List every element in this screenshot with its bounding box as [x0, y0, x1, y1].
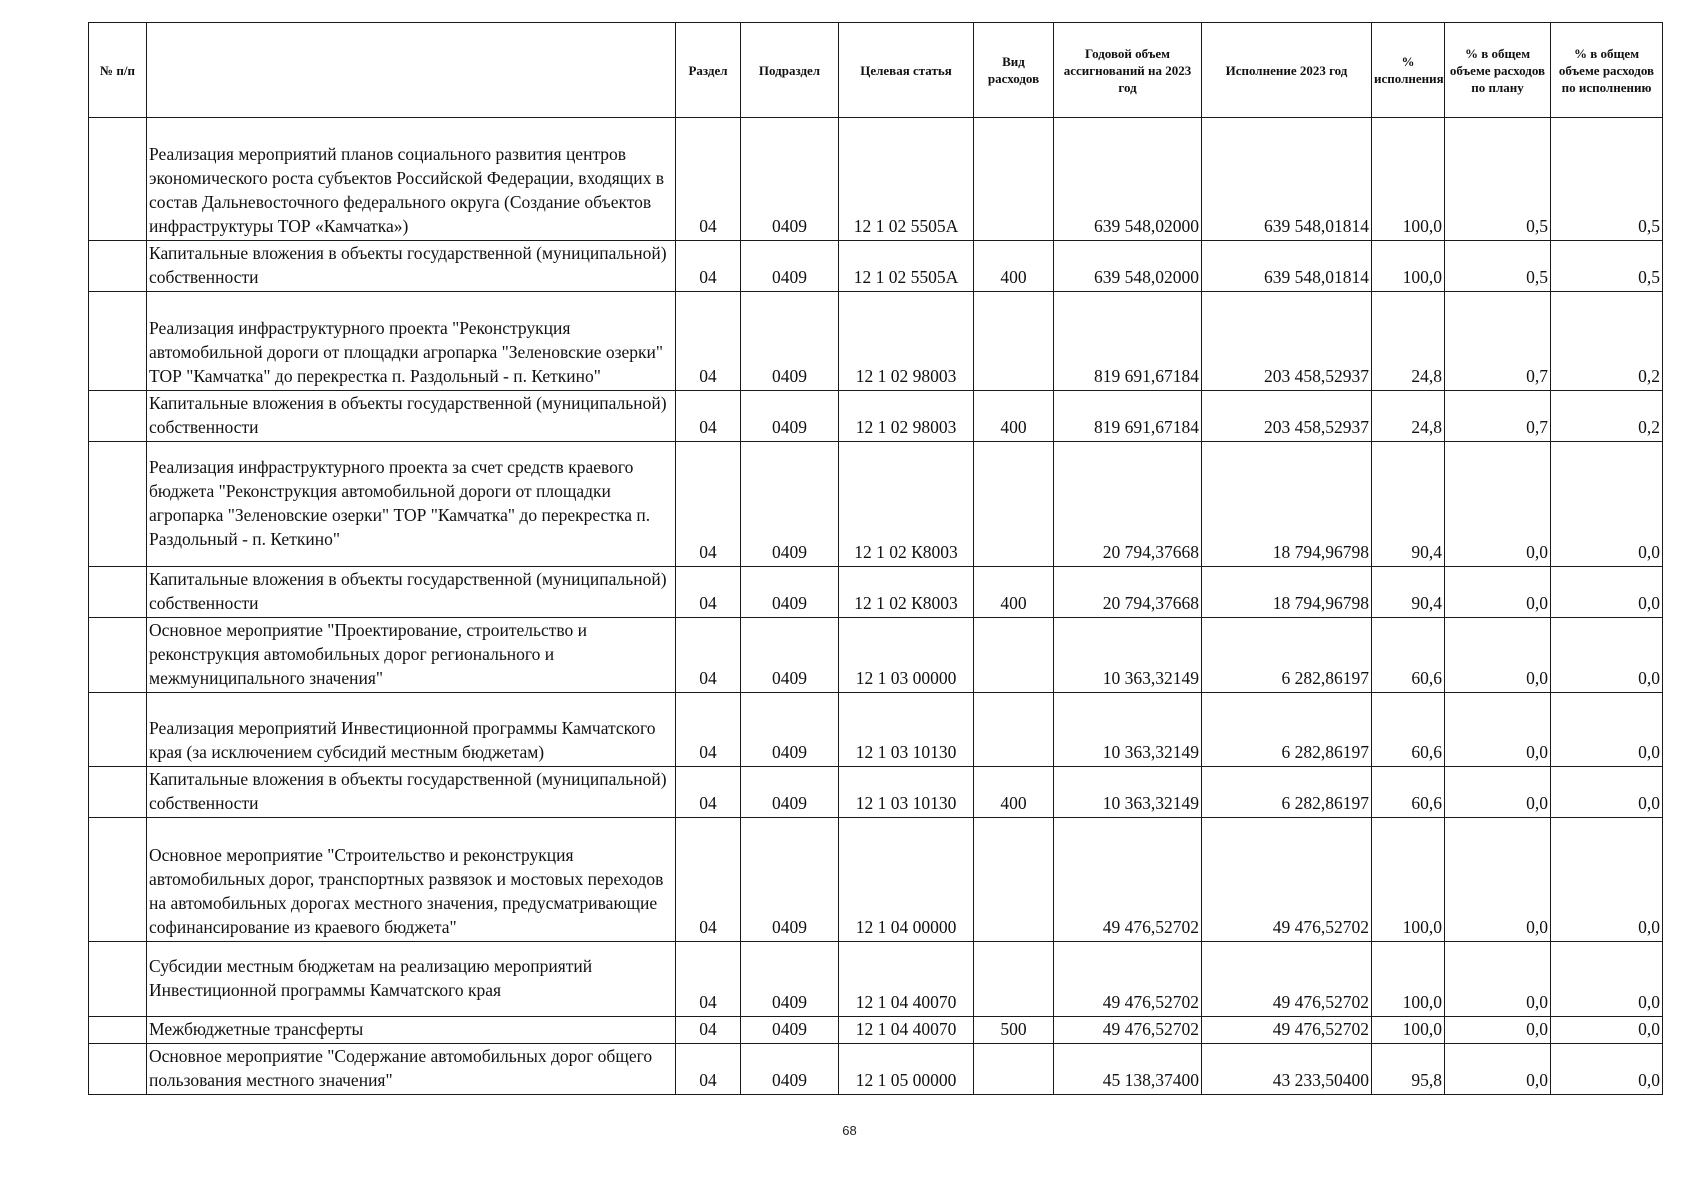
- row-exec: 6 282,86197: [1202, 618, 1372, 693]
- row-target: 12 1 03 10130: [839, 767, 974, 818]
- row-section: 04: [676, 567, 741, 618]
- row-exec: 203 458,52937: [1202, 292, 1372, 391]
- row-section: 04: [676, 118, 741, 241]
- row-subsection: 0409: [741, 292, 839, 391]
- row-num: [89, 567, 147, 618]
- row-exec: 639 548,01814: [1202, 118, 1372, 241]
- row-plan: 10 363,32149: [1054, 618, 1202, 693]
- row-share-exec: 0,5: [1551, 118, 1663, 241]
- row-num: [89, 767, 147, 818]
- row-exec: 18 794,96798: [1202, 567, 1372, 618]
- table-row: [89, 1044, 1663, 1095]
- row-name: Реализация инфраструктурного проекта за счет средств краевого бюджета "Реконструкция автомобильной дороги от площадки агропарка "Зеленовские озерки" ТОР "Камчатка" до перекрестка п. Раздольный - п. Кеткино": [147, 442, 676, 567]
- row-type: 400: [974, 391, 1054, 442]
- row-subsection: 0409: [741, 241, 839, 292]
- header-pct: % исполнения: [1372, 23, 1445, 118]
- header-share-plan: % в общем объеме расходов по плану: [1445, 23, 1551, 118]
- row-target: 12 1 02 98003: [839, 391, 974, 442]
- row-share-plan: 0,0: [1445, 567, 1551, 618]
- row-target: 12 1 02 5505А: [839, 241, 974, 292]
- row-share-plan: 0,0: [1445, 1017, 1551, 1044]
- row-share-plan: 0,0: [1445, 1044, 1551, 1095]
- row-share-exec: 0,2: [1551, 391, 1663, 442]
- row-section: 04: [676, 442, 741, 567]
- header-type: Вид расходов: [974, 23, 1054, 118]
- row-share-plan: 0,0: [1445, 818, 1551, 942]
- row-name: Основное мероприятие "Проектирование, строительство и реконструкция автомобильных дорог регионального и межмуниципального значения": [147, 618, 676, 693]
- row-section: 04: [676, 1017, 741, 1044]
- row-subsection: 0409: [741, 1044, 839, 1095]
- row-plan: 20 794,37668: [1054, 442, 1202, 567]
- row-name: Реализация инфраструктурного проекта "Реконструкция автомобильной дороги от площадки агропарка "Зеленовские озерки" ТОР "Камчатка" до перекрестка п. Раздольный - п. Кеткино": [147, 292, 676, 391]
- row-subsection: 0409: [741, 693, 839, 767]
- row-plan: 819 691,67184: [1054, 391, 1202, 442]
- row-type: [974, 442, 1054, 567]
- row-name: Реализация мероприятий планов социального развития центров экономического роста субъектов Российской Федерации, входящих в состав Дальневосточного федерального округа (Создание объектов инфраструктуры ТОР «Камчатка»): [147, 118, 676, 241]
- row-type: 400: [974, 241, 1054, 292]
- row-exec: 43 233,50400: [1202, 1044, 1372, 1095]
- header-target: Целевая статья: [839, 23, 974, 118]
- row-target: 12 1 04 00000: [839, 818, 974, 942]
- table-row: [89, 1017, 1663, 1044]
- row-pct: 100,0: [1372, 942, 1445, 1017]
- row-plan: 20 794,37668: [1054, 567, 1202, 618]
- header-name: [147, 23, 676, 118]
- row-type: [974, 618, 1054, 693]
- row-section: 04: [676, 767, 741, 818]
- row-section: 04: [676, 618, 741, 693]
- table-row: [89, 767, 1663, 818]
- row-type: [974, 942, 1054, 1017]
- row-name: Основное мероприятие "Строительство и реконструкция автомобильных дорог, транспортных развязок и мостовых переходов на автомобильных дорогах местного значения, предусматривающие софинансирование из краевого бюджета": [147, 818, 676, 942]
- row-num: [89, 118, 147, 241]
- row-name: Капитальные вложения в объекты государственной (муниципальной) собственности: [147, 767, 676, 818]
- row-share-plan: 0,0: [1445, 442, 1551, 567]
- row-target: 12 1 05 00000: [839, 1044, 974, 1095]
- row-exec: 639 548,01814: [1202, 241, 1372, 292]
- row-share-exec: 0,0: [1551, 767, 1663, 818]
- row-num: [89, 292, 147, 391]
- row-num: [89, 442, 147, 567]
- table-row: [89, 292, 1663, 391]
- row-target: 12 1 02 98003: [839, 292, 974, 391]
- row-exec: 49 476,52702: [1202, 942, 1372, 1017]
- row-pct: 95,8: [1372, 1044, 1445, 1095]
- row-name: Межбюджетные трансферты: [147, 1017, 676, 1044]
- row-num: [89, 618, 147, 693]
- row-pct: 24,8: [1372, 391, 1445, 442]
- row-pct: 90,4: [1372, 442, 1445, 567]
- row-type: [974, 693, 1054, 767]
- row-exec: 49 476,52702: [1202, 1017, 1372, 1044]
- row-pct: 60,6: [1372, 767, 1445, 818]
- row-num: [89, 942, 147, 1017]
- row-subsection: 0409: [741, 818, 839, 942]
- row-share-exec: 0,5: [1551, 241, 1663, 292]
- row-pct: 100,0: [1372, 1017, 1445, 1044]
- row-share-exec: 0,0: [1551, 942, 1663, 1017]
- header-exec: Исполнение 2023 год: [1202, 23, 1372, 118]
- table-row: [89, 241, 1663, 292]
- row-name: Основное мероприятие "Содержание автомобильных дорог общего пользования местного значения": [147, 1044, 676, 1095]
- row-share-exec: 0,0: [1551, 693, 1663, 767]
- row-type: [974, 1044, 1054, 1095]
- row-num: [89, 241, 147, 292]
- row-num: [89, 1044, 147, 1095]
- table-row: [89, 693, 1663, 767]
- row-target: 12 1 04 40070: [839, 942, 974, 1017]
- row-share-exec: 0,2: [1551, 292, 1663, 391]
- row-section: 04: [676, 241, 741, 292]
- header-plan: Годовой объем ассигнований на 2023 год: [1054, 23, 1202, 118]
- row-pct: 100,0: [1372, 118, 1445, 241]
- row-name: Капитальные вложения в объекты государственной (муниципальной) собственности: [147, 567, 676, 618]
- table-row: [89, 442, 1663, 567]
- row-pct: 100,0: [1372, 818, 1445, 942]
- row-type: [974, 118, 1054, 241]
- row-target: 12 1 02 5505А: [839, 118, 974, 241]
- row-type: 400: [974, 767, 1054, 818]
- row-share-plan: 0,0: [1445, 618, 1551, 693]
- row-plan: 49 476,52702: [1054, 1017, 1202, 1044]
- row-share-plan: 0,7: [1445, 391, 1551, 442]
- row-pct: 60,6: [1372, 618, 1445, 693]
- row-section: 04: [676, 818, 741, 942]
- row-exec: 49 476,52702: [1202, 818, 1372, 942]
- row-share-plan: 0,7: [1445, 292, 1551, 391]
- row-plan: 639 548,02000: [1054, 118, 1202, 241]
- row-subsection: 0409: [741, 118, 839, 241]
- row-plan: 49 476,52702: [1054, 818, 1202, 942]
- row-target: 12 1 04 40070: [839, 1017, 974, 1044]
- row-type: 500: [974, 1017, 1054, 1044]
- row-pct: 90,4: [1372, 567, 1445, 618]
- row-target: 12 1 02 К8003: [839, 442, 974, 567]
- row-section: 04: [676, 1044, 741, 1095]
- header-num: № п/п: [89, 23, 147, 118]
- row-name: Капитальные вложения в объекты государственной (муниципальной) собственности: [147, 391, 676, 442]
- row-name: Реализация мероприятий Инвестиционной программы Камчатского края (за исключением субсидий местным бюджетам): [147, 693, 676, 767]
- row-share-exec: 0,0: [1551, 1017, 1663, 1044]
- row-subsection: 0409: [741, 767, 839, 818]
- row-target: 12 1 03 00000: [839, 618, 974, 693]
- row-share-plan: 0,0: [1445, 767, 1551, 818]
- row-section: 04: [676, 942, 741, 1017]
- row-share-plan: 0,5: [1445, 241, 1551, 292]
- row-subsection: 0409: [741, 1017, 839, 1044]
- row-share-exec: 0,0: [1551, 1044, 1663, 1095]
- table-row: [89, 942, 1663, 1017]
- row-exec: 18 794,96798: [1202, 442, 1372, 567]
- row-subsection: 0409: [741, 618, 839, 693]
- row-num: [89, 693, 147, 767]
- row-subsection: 0409: [741, 391, 839, 442]
- row-section: 04: [676, 391, 741, 442]
- table-row: [89, 567, 1663, 618]
- row-subsection: 0409: [741, 942, 839, 1017]
- table-row: [89, 391, 1663, 442]
- table-header-row: [89, 23, 1663, 118]
- row-share-exec: 0,0: [1551, 618, 1663, 693]
- row-name: Субсидии местным бюджетам на реализацию мероприятий Инвестиционной программы Камчатского края: [147, 942, 676, 1017]
- row-type: [974, 818, 1054, 942]
- row-plan: 819 691,67184: [1054, 292, 1202, 391]
- row-section: 04: [676, 292, 741, 391]
- table-row: [89, 618, 1663, 693]
- row-exec: 203 458,52937: [1202, 391, 1372, 442]
- row-share-exec: 0,0: [1551, 442, 1663, 567]
- header-subsection: Подраздел: [741, 23, 839, 118]
- row-exec: 6 282,86197: [1202, 693, 1372, 767]
- row-plan: 639 548,02000: [1054, 241, 1202, 292]
- row-subsection: 0409: [741, 442, 839, 567]
- page-number: 68: [842, 1123, 857, 1138]
- row-num: [89, 1017, 147, 1044]
- row-exec: 6 282,86197: [1202, 767, 1372, 818]
- row-type: 400: [974, 567, 1054, 618]
- budget-table: [88, 22, 1663, 1095]
- row-plan: 45 138,37400: [1054, 1044, 1202, 1095]
- row-pct: 60,6: [1372, 693, 1445, 767]
- header-share-exec: % в общем объеме расходов по исполнению: [1551, 23, 1663, 118]
- row-target: 12 1 03 10130: [839, 693, 974, 767]
- row-share-plan: 0,0: [1445, 693, 1551, 767]
- row-subsection: 0409: [741, 567, 839, 618]
- row-target: 12 1 02 К8003: [839, 567, 974, 618]
- table-row: [89, 118, 1663, 241]
- table-row: [89, 818, 1663, 942]
- row-share-plan: 0,5: [1445, 118, 1551, 241]
- row-share-exec: 0,0: [1551, 567, 1663, 618]
- row-pct: 24,8: [1372, 292, 1445, 391]
- row-share-plan: 0,0: [1445, 942, 1551, 1017]
- row-num: [89, 391, 147, 442]
- row-plan: 10 363,32149: [1054, 693, 1202, 767]
- row-num: [89, 818, 147, 942]
- row-plan: 49 476,52702: [1054, 942, 1202, 1017]
- header-section: Раздел: [676, 23, 741, 118]
- row-section: 04: [676, 693, 741, 767]
- row-pct: 100,0: [1372, 241, 1445, 292]
- row-type: [974, 292, 1054, 391]
- row-share-exec: 0,0: [1551, 818, 1663, 942]
- row-plan: 10 363,32149: [1054, 767, 1202, 818]
- row-name: Капитальные вложения в объекты государственной (муниципальной) собственности: [147, 241, 676, 292]
